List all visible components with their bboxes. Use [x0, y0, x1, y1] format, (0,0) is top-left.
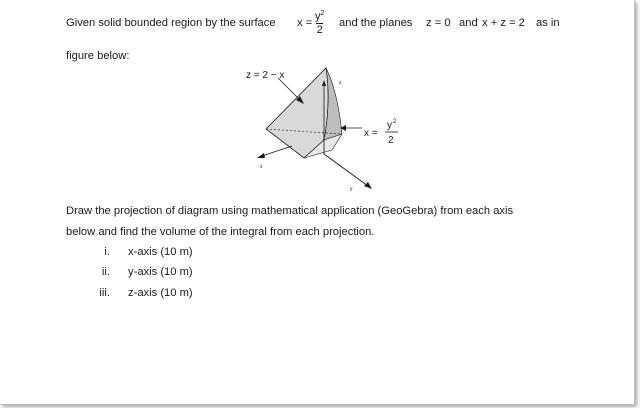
surface-label-lhs: x = — [364, 128, 378, 139]
figure-label: figure below: — [66, 50, 130, 62]
y-axis-line — [324, 154, 368, 186]
intro-text-1: Given solid bounded region by the surface — [66, 17, 276, 29]
y-axis-label: y — [350, 186, 353, 192]
surface-lhs: x = — [297, 17, 313, 29]
surface-numerator: y — [315, 10, 321, 23]
intro-text-2: and the planes — [339, 17, 413, 29]
surface-label-num: y — [387, 120, 392, 131]
solid-region-diagram — [240, 62, 410, 202]
y-axis-arrowhead — [364, 182, 372, 189]
item-3-text: z-axis (10 m) — [128, 287, 193, 299]
z-axis-label: z — [339, 80, 342, 86]
surface-denominator: 2 — [316, 23, 323, 36]
surface-label-den: 2 — [388, 135, 394, 146]
surface-exponent: 2 — [320, 10, 325, 17]
instruction-line-1: Draw the projection of diagram using mathematical application (GeoGebra) from each axis — [66, 205, 514, 217]
plane-z-zero: z = 0 — [426, 17, 451, 29]
item-3-numeral: iii. — [99, 287, 110, 299]
x-axis-label: x — [260, 164, 263, 170]
x-axis-arrowhead — [257, 153, 265, 158]
item-1-numeral: i. — [104, 246, 110, 258]
and-word: and — [459, 17, 478, 29]
item-2-numeral: ii. — [101, 266, 110, 278]
plane-label: z = 2 − x — [246, 70, 285, 81]
instruction-line-2: below and find the volume of the integral from each projection. — [66, 226, 375, 238]
item-1-text: x-axis (10 m) — [128, 246, 193, 258]
surface-label-exp: 2 — [393, 119, 397, 125]
surface-fraction — [315, 8, 324, 36]
item-2-text: y-axis (10 m) — [128, 266, 193, 278]
x-axis-line — [262, 146, 292, 156]
plane-pointer-line — [278, 78, 300, 100]
intro-text-3: as in — [536, 17, 560, 29]
plane-x-plus-z: x + z = 2 — [482, 17, 525, 29]
